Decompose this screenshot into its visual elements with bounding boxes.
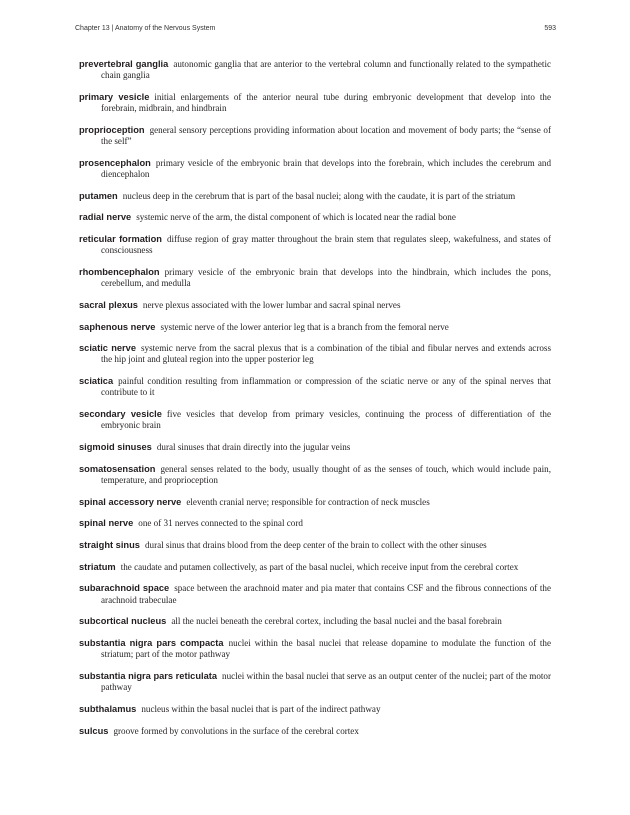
page-number: 593	[544, 25, 556, 32]
glossary-entry	[79, 518, 551, 529]
glossary-definition: one of 31 nerves connected to the spinal cord	[138, 518, 303, 529]
glossary-entry	[79, 343, 551, 365]
glossary-term: spinal accessory nerve	[79, 496, 182, 507]
glossary-entry	[79, 409, 551, 431]
glossary-term: substantia nigra pars reticulata	[79, 670, 218, 681]
glossary-entry	[79, 497, 551, 508]
glossary-entry	[79, 671, 551, 693]
glossary-term: radial nerve	[79, 212, 132, 223]
glossary-term: primary vesicle	[79, 91, 150, 102]
glossary-definition: initial enlargements of the anterior neural tube during embryonic development that develop into the forebrain, midbrain, and hindbrain	[101, 91, 552, 114]
glossary-entry	[79, 191, 551, 202]
glossary-term: striatum	[79, 561, 116, 572]
glossary-term: prosencephalon	[79, 157, 151, 168]
glossary-term: substantia nigra pars compacta	[79, 638, 224, 648]
glossary-entry	[79, 464, 551, 486]
glossary-entry	[79, 704, 551, 715]
glossary-list	[79, 59, 551, 747]
glossary-term: rhombencephalon	[79, 266, 160, 277]
chapter-number: Chapter 13	[75, 25, 110, 32]
glossary-definition: nerve plexus associated with the lower lumbar and sacral spinal nerves	[142, 299, 401, 310]
glossary-definition: all the nuclei beneath the cerebral cortex, including the basal nuclei and the basal forebrain	[171, 616, 502, 627]
glossary-entry	[79, 267, 551, 289]
glossary-entry	[79, 92, 551, 114]
glossary-entry	[79, 234, 551, 256]
glossary-definition: nuclei within the basal nuclei that serve as an output center of the nuclei; part of the motor pathway	[101, 670, 551, 693]
glossary-definition: nucleus within the basal nuclei that is part of the indirect pathway	[141, 703, 381, 714]
glossary-term: subarachnoid space	[79, 583, 170, 594]
glossary-definition: painful condition resulting from inflammation or compression of the sciatic nerve or any of the spinal nerves that contribute to it	[101, 376, 551, 398]
glossary-definition: dural sinus that drains blood from the deep center of the brain to collect with the other sinuses	[144, 539, 487, 550]
glossary-entry	[79, 212, 551, 223]
glossary-term: sulcus	[79, 725, 109, 736]
glossary-term: straight sinus	[79, 539, 140, 550]
glossary-entry	[79, 376, 551, 398]
glossary-definition: dural sinuses that drain directly into the jugular veins	[156, 441, 351, 452]
glossary-definition: general senses related to the body, usually thought of as the senses of touch, which would include pain, temperature, and proprioception	[101, 463, 551, 485]
glossary-term: spinal nerve	[79, 518, 134, 529]
glossary-definition: the caudate and putamen collectively, as part of the basal nuclei, which receive input from the cerebral cortex	[120, 561, 519, 572]
glossary-definition: space between the arachnoid mater and pia mater that contains CSF and the fibrous connections of the arachnoid trabeculae	[101, 583, 551, 605]
glossary-entry	[79, 616, 551, 627]
glossary-definition: general sensory perceptions providing information about location and movement of body parts; the “sense of the self”	[101, 124, 551, 147]
glossary-term: secondary vesicle	[79, 409, 162, 420]
glossary-entry	[79, 322, 551, 333]
chapter-title: Anatomy of the Nervous System	[114, 25, 216, 32]
glossary-entry	[79, 300, 551, 311]
glossary-term: somatosensation	[79, 463, 156, 474]
running-head	[75, 25, 215, 32]
glossary-entry	[79, 540, 551, 551]
glossary-definition: systemic nerve from the sacral plexus that is a combination of the tibial and fibular nerves and extends across the hip joint and gluteal region into the upper posterior leg	[101, 343, 552, 365]
glossary-definition: nuclei within the basal nuclei that release dopamine to modulate the function of the striatum; part of the motor pathway	[101, 638, 552, 660]
glossary-term: reticular formation	[79, 234, 162, 245]
glossary-entry	[79, 442, 551, 453]
glossary-entry	[79, 726, 551, 737]
glossary-definition: eleventh cranial nerve; responsible for contraction of neck muscles	[186, 496, 430, 507]
glossary-term: sciatic nerve	[79, 343, 137, 354]
glossary-term: subcortical nucleus	[79, 616, 167, 627]
glossary-entry	[79, 583, 551, 605]
glossary-entry	[79, 562, 551, 573]
glossary-definition: diffuse region of gray matter throughout the brain stem that regulates sleep, wakefulness, and states of consciousness	[101, 234, 551, 256]
glossary-entry	[79, 125, 551, 147]
glossary-term: prevertebral ganglia	[79, 59, 169, 69]
glossary-entry	[79, 59, 551, 81]
glossary-definition: autonomic ganglia that are anterior to the vertebral column and functionally related to the sympathetic chain ganglia	[101, 59, 552, 81]
glossary-definition: primary vesicle of the embryonic brain that develops into the hindbrain, which includes the pons, cerebellum, and medulla	[101, 266, 551, 289]
glossary-term: sacral plexus	[79, 299, 138, 310]
glossary-definition: groove formed by convolutions in the surface of the cerebral cortex	[113, 725, 359, 736]
glossary-definition: primary vesicle of the embryonic brain that develops into the forebrain, which includes the cerebrum and diencephalon	[101, 157, 551, 179]
glossary-term: saphenous nerve	[79, 321, 156, 332]
glossary-entry	[79, 158, 551, 180]
glossary-definition: nucleus deep in the cerebrum that is part of the basal nuclei; along with the caudate, it is part of the striatum	[122, 190, 516, 201]
glossary-definition: systemic nerve of the lower anterior leg that is a branch from the femoral nerve	[160, 321, 449, 332]
glossary-entry	[79, 638, 551, 660]
glossary-term: proprioception	[79, 124, 145, 135]
glossary-term: subthalamus	[79, 703, 137, 714]
glossary-term: sigmoid sinuses	[79, 441, 152, 452]
page-header	[75, 25, 556, 37]
glossary-term: sciatica	[79, 376, 114, 387]
glossary-term: putamen	[79, 190, 118, 201]
glossary-definition: five vesicles that develop from primary vesicles, continuing the process of differentiation of the embryonic brain	[101, 409, 551, 431]
glossary-definition: systemic nerve of the arm, the distal component of which is located near the radial bone	[136, 212, 456, 223]
header-separator: |	[111, 25, 114, 32]
